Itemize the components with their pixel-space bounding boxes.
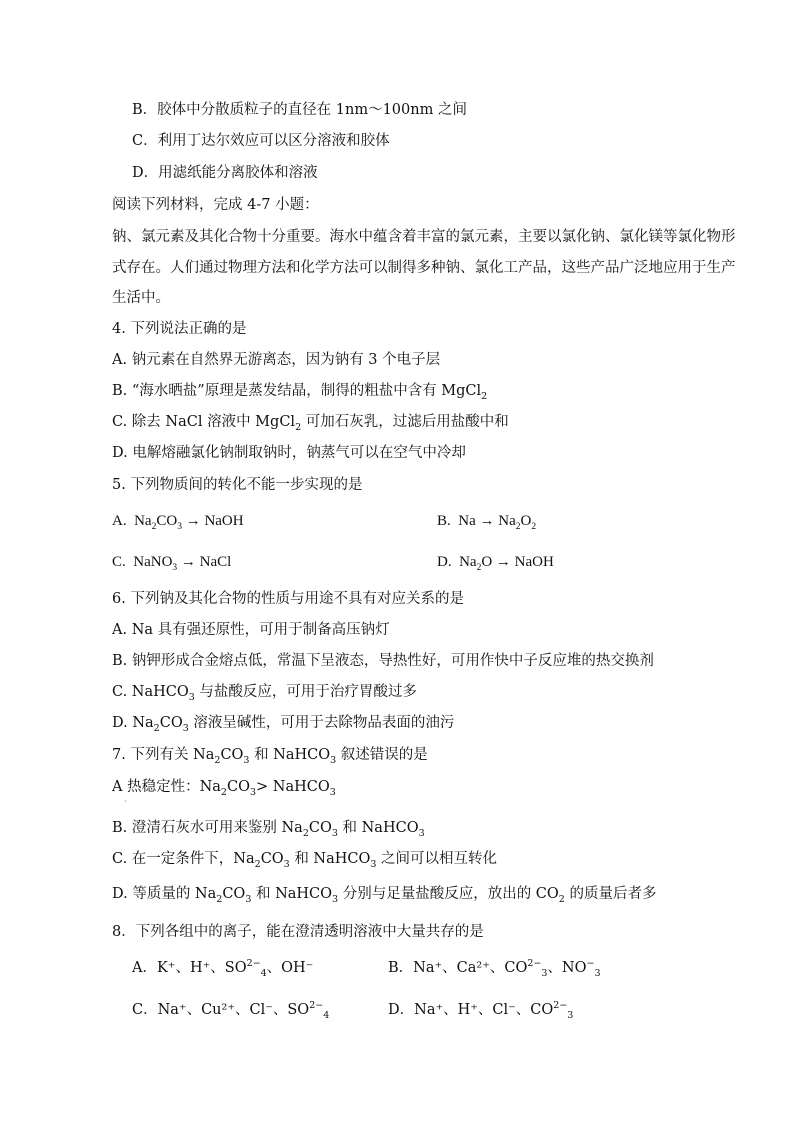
q8-option-c: C．Na⁺、Cu²⁺、Cl⁻、$SO^{2-}_4$ xyxy=(132,1000,330,1021)
q7-option-b: B. 澄清石灰水可用来鉴别 $Na_2CO_3$ 和 NaHCO$_3$ xyxy=(112,820,425,839)
q8-option-a: A．K⁺、H⁺、$SO^{2-}_4$、OH⁻ xyxy=(132,958,314,979)
q4-option-c: C. 除去 NaCl 溶液中 MgCl$_2$ 可加石灰乳，过滤后用盐酸中和 xyxy=(112,414,509,433)
q5-option-a: A. $Na_2CO_3$ → NaOH xyxy=(112,513,244,532)
q4-stem: 4. 下列说法正确的是 xyxy=(112,321,247,337)
option-b-colloid: B．胶体中分散质粒子的直径在 1nm～100nm 之间 xyxy=(132,102,467,118)
passage-line-3: 生活中。 xyxy=(112,290,170,306)
q7-option-d: D. 等质量的 $Na_2CO_3$ 和 NaHCO$_3$ 分别与足量盐酸反应，放出的 $CO_2$ 的质量后者多 xyxy=(112,886,657,905)
q5-option-b: B. $Na \to Na_2O_2$ xyxy=(437,513,537,532)
q4-option-b: B. “海水晒盐”原理是蒸发结晶，制得的粗盐中含有 MgCl$_2$ xyxy=(112,383,488,402)
q7-option-c: C. 在一定条件下，$Na_2CO_3$ 和 NaHCO$_3$ 之间可以相互转化 xyxy=(112,851,498,870)
reading-intro: 阅读下列材料，完成 4-7 小题： xyxy=(112,197,319,213)
q5-stem: 5. 下列物质间的转化不能一步实现的是 xyxy=(112,477,363,493)
q5-option-c: C. NaNO$_3$ → NaCl xyxy=(112,554,232,573)
q8-option-d: D．Na⁺、H⁺、Cl⁻、$CO^{2-}_3$ xyxy=(388,1000,574,1021)
stray-dot: · xyxy=(124,797,127,806)
q6-stem: 6. 下列钠及其化合物的性质与用途不具有对应关系的是 xyxy=(112,591,464,607)
q4-option-d: D. 电解熔融氯化钠制取钠时，钠蒸气可以在空气中冷却 xyxy=(112,445,466,461)
q6-option-a: A. Na 具有强还原性，可用于制备高压钠灯 xyxy=(112,622,390,638)
passage-line-2: 式存在。人们通过物理方法和化学方法可以制得多种钠、氯化工产品，这些产品广泛地应用于生产 xyxy=(112,260,736,276)
option-d-colloid: D．用滤纸能分离胶体和溶液 xyxy=(132,165,318,181)
q8-stem: 8．下列各组中的离子，能在澄清透明溶液中大量共存的是 xyxy=(112,924,484,940)
q5-option-d: D. $Na_2O$ → NaOH xyxy=(437,554,554,573)
q6-option-b: B. 钠钾形成合金熔点低，常温下呈液态，导热性好，可用作快中子反应堆的热交换剂 xyxy=(112,653,654,669)
option-c-colloid: C．利用丁达尔效应可以区分溶液和胶体 xyxy=(132,133,390,149)
q8-option-b: B．Na⁺、Ca²⁺、$CO^{2-}_3$、$NO^-_3$ xyxy=(388,958,601,979)
q6-option-d: D. $Na_2CO_3$ 溶液呈碱性，可用于去除物品表面的油污 xyxy=(112,715,455,734)
q7-stem: 7. 下列有关 $Na_2CO_3$ 和 NaHCO$_3$ 叙述错误的是 xyxy=(112,747,428,766)
q7-option-a: A 热稳定性：$Na_2CO_3>$ NaHCO$_3$ xyxy=(112,779,336,798)
q4-option-a: A. 钠元素在自然界无游离态，因为钠有 3 个电子层 xyxy=(112,352,441,368)
q6-option-c: C. NaHCO$_3$ 与盐酸反应，可用于治疗胃酸过多 xyxy=(112,684,417,703)
passage-line-1: 钠、氯元素及其化合物十分重要。海水中蕴含着丰富的氯元素，主要以氯化钠、氯化镁等氯化物形 xyxy=(112,229,736,245)
